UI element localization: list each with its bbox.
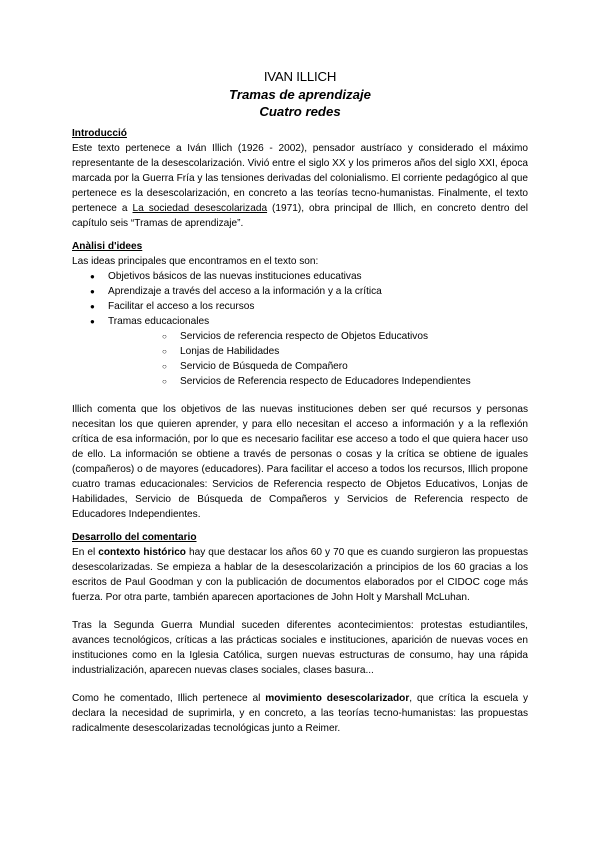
text-run: , que crítica la escuela y declara la necesidad de suprimirla, y en concreto, a las teorías tecno-humanistas: las propuestas radicalmente desescolarizadas tecnológicas junto a Reimer.	[72, 692, 528, 734]
sublist-item: ○ Servicio de Búsqueda de Compañero	[108, 359, 528, 374]
intro-heading: Introducció	[72, 127, 127, 139]
analysis-paragraph: Illich comenta que los objetivos de las nuevas instituciones deben ser qué recursos y personas necesitan los que quieren aprender, y para ello necesitan el acceso a información y a la reflexión crítica de esa información, por lo que es necesario facilitar ese acceso a todo el que quiera hacer uso de ello. La información se obtiene a través de personas o cosas y la crítica se obtiene de iguales (compañeros) o de mayores (educadores). Para facilitar el acceso a todos los recursos, Illich propone cuatro tramas educacionales: Servicios de Referencia respecto de Objetos Educativos, Lonjas de Habilidades, Servicio de Búsqueda de Compañeros y Servicios de Referencia respecto de Educadores Independientes.	[72, 403, 528, 520]
intro-text-2: (1971), obra principal de Illich, en concreto dentro del capítulo seis “Tramas de aprendizaje”.	[72, 202, 528, 229]
work-subtitle: Cuatro redes	[259, 104, 341, 119]
list-item-label: Tramas educacionales	[108, 315, 210, 327]
author-title: IVAN ILLICH	[263, 69, 337, 84]
tramas-sublist	[108, 329, 528, 389]
sublist-item: ○ Servicios de Referencia respecto de Educadores Independientes	[108, 374, 528, 389]
text-run: En el	[72, 546, 99, 558]
document-page	[72, 68, 528, 736]
sublist-item: ○ Lonjas de Habilidades	[108, 344, 528, 359]
sublist-item: ○ Servicios de referencia respecto de Objetos Educativos	[108, 329, 528, 344]
bold-term: movimiento desescolarizador	[265, 692, 410, 704]
analysis-lead: Las ideas principales que encontramos en el texto son:	[72, 255, 319, 267]
bold-term: contexto histórico	[98, 546, 186, 558]
work-title: Tramas de aprendizaje	[229, 86, 371, 102]
development-paragraph-2: Tras la Segunda Guerra Mundial suceden diferentes acontecimientos: protestas estudiantiles, avances tecnológicos, críticas a las prácticas sociales e instituciones, aparición de nuevas voces en instituciones como en la Iglesia Católica, surgen nuevas estructuras de consumo, hay una rápida industrialización, aparecen nuevas clases sociales, clases basura...	[72, 619, 528, 676]
document-title-block	[72, 68, 528, 121]
intro-paragraph	[72, 141, 528, 231]
list-item: ● Objetivos básicos de las nuevas instituciones educativas	[72, 269, 528, 284]
ideas-list	[72, 269, 528, 389]
development-heading: Desarrollo del comentario	[72, 531, 197, 543]
book-title: La sociedad desescolarizada	[132, 202, 268, 214]
analysis-heading: Anàlisi d'idees	[72, 240, 143, 252]
intro-text-1: Este texto pertenece a Iván Illich (1926 - 2002), pensador austríaco y considerado el máximo representante de la desescolarización. Vivió entre el siglo XX y los primeros años del siglo XXI, época marcada por la Guerra Fría y las tensiones derivadas del colonialismo. El corriente pedagógico al que pertenece es la desescolarización, en concreto a las teorías tecno-humanistas. Finalmente, el texto pertenece a	[72, 142, 528, 214]
list-item: ● Aprendizaje a través del acceso a la información y a la crítica	[72, 284, 528, 299]
development-paragraph-3	[72, 691, 528, 736]
list-item	[72, 314, 528, 389]
text-run: Como he comentado, Illich pertenece al	[72, 692, 266, 704]
list-item: ● Facilitar el acceso a los recursos	[72, 299, 528, 314]
development-paragraph-1	[72, 545, 528, 605]
text-run: hay que destacar los años 60 y 70 que es cuando surgieron las propuestas desescolarizadas. Se empieza a hablar de la desescolarización a principios de los 60 gracias a los escritos de Paul Goodman y con la publicación de documentos elaborados por el CIDOC coge más fuerza. Por otra parte, también aparecen aportaciones de John Holt y Marshall McLuhan.	[72, 546, 528, 603]
